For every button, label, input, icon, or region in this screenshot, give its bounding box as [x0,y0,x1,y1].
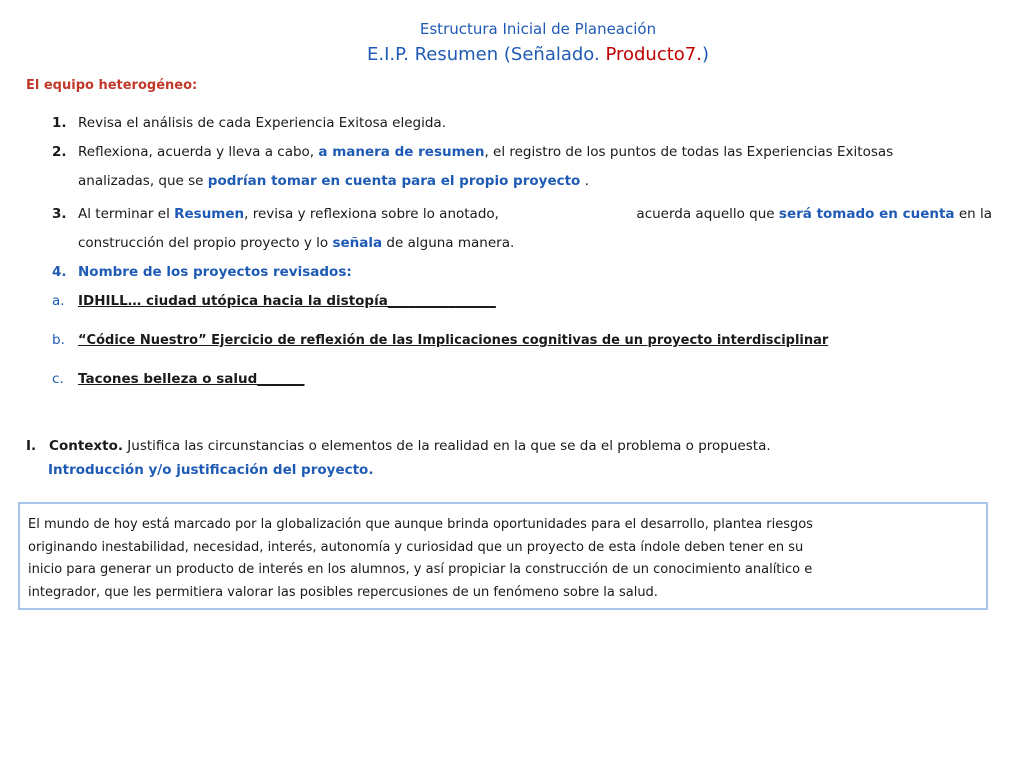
step-text: construcción del propio proyecto y lo [78,235,333,251]
answer-line: originando inestabilidad, necesidad, interés, autonomía y curiosidad que un proyecto de esta índole deben tener en su [28,539,804,555]
step-number: 3. [52,206,67,222]
step-text: Al terminar el [78,206,175,222]
step-number: 4. [52,264,67,280]
step-highlight: a manera de resumen [318,144,485,160]
answer-box[interactable] [18,502,988,610]
step-text: analizadas, que se [78,173,208,189]
step-text: Revisa el análisis de cada Experiencia Exitosa elegida. [78,115,447,131]
project-title[interactable]: Tacones belleza o salud_______ [78,371,305,387]
step-highlight: será tomado en cuenta [778,206,955,222]
answer-line: integrador, que les permitiera valorar las posibles repercusiones de un fenómeno sobre la salud. [28,584,658,600]
step-highlight: podrían tomar en cuenta para el propio proyecto [207,173,581,189]
title-product: Producto7. [605,44,702,65]
team-label: El equipo heterogéneo: [26,78,198,93]
context-section [26,434,771,482]
answer-line: inicio para generar un producto de interés en los alumnos, y así propiciar la construcción de un conocimiento analítico e [28,562,813,577]
project-letter: b. [52,332,65,348]
step-text: en la [954,206,992,222]
step-highlight: Resumen [174,206,245,222]
project-title[interactable]: “Códice Nuestro” Ejercicio de reflexión de las Implicaciones cognitivas de un proyecto interdisciplinar [78,333,829,348]
step-text: de alguna manera. [382,235,515,251]
doc-subtitle: Estructura Inicial de Planeación [419,20,657,38]
context-text: Justifica las circunstancias o elementos de la realidad en la que se da el problema o propuesta. [123,438,771,454]
step-text: , el registro de los puntos de todas las Experiencias Exitosas [484,144,894,160]
step-number: 1. [52,115,67,131]
context-label: Contexto. [49,438,123,454]
step-highlight: señala [332,235,383,251]
projects-heading: Nombre de los proyectos revisados: [78,264,352,280]
step-text: . [580,173,589,189]
project-letter: a. [52,293,65,309]
step-text: Reflexiona, acuerda y lleva a cabo, [78,144,319,160]
project-title[interactable]: IDHILL… ciudad utópica hacia la distopía________________ [78,293,496,309]
context-intro: Introducción y/o justificación del proyecto. [48,462,374,478]
answer-line: El mundo de hoy está marcado por la globalización que aunque brinda oportunidades para el desarrollo, plantea riesgos [28,517,813,532]
project-letter: c. [52,371,64,387]
title-main: E.I.P. Resumen (Señalado. [366,44,606,65]
doc-title [0,44,1024,65]
step-text: , revisa y reflexiona sobre lo anotado, [244,206,499,222]
step-number: 2. [52,144,67,160]
section-numeral: I. [26,438,37,454]
title-close: ) [701,44,710,65]
step-text: acuerda aquello que [636,206,779,222]
